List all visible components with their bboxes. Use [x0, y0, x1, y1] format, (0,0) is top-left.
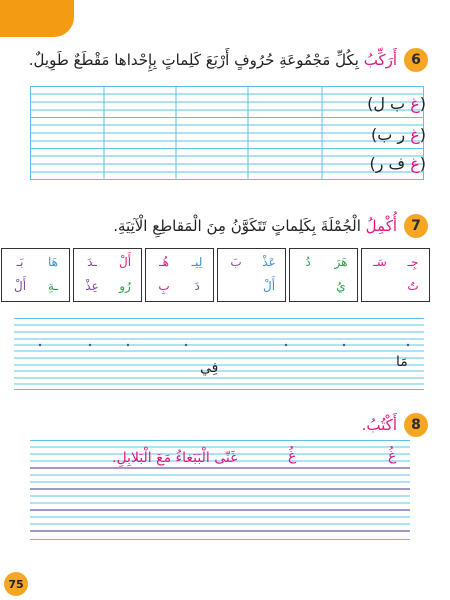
letter-set-rest: ف ر — [375, 154, 411, 173]
syllable-box — [1, 248, 70, 302]
sentence-word-ma: مَا — [396, 354, 408, 370]
syllable-box — [73, 248, 142, 302]
syllable: هَرَ — [334, 255, 348, 269]
letter-ghain: غ — [410, 125, 420, 144]
syllable: دَ — [194, 279, 200, 293]
corner-tab — [0, 0, 74, 37]
page-number: 75 — [4, 572, 28, 596]
model-sentence: غَنّى الْبَبَغاءُ مَعَ الْبَلابِلِ. — [112, 450, 238, 466]
syllable: دُ — [305, 255, 311, 269]
open-paren: ( — [419, 154, 426, 173]
syllable: لِيـ — [191, 255, 203, 269]
syllable: بِ — [158, 279, 170, 293]
open-paren: ( — [419, 94, 426, 113]
exercise-instruction — [362, 416, 397, 434]
model-letter-2: غُ — [288, 448, 297, 464]
letter-set-1 — [367, 94, 426, 113]
sentence-word-fi: فِي — [200, 360, 219, 376]
letter-ghain: غ — [410, 94, 420, 113]
instruction-verb: أُكْمِلُ — [365, 217, 397, 235]
syllable-box — [361, 248, 430, 302]
syllable: عَذْ — [262, 255, 276, 269]
letter-set-rest: ر ب — [377, 125, 411, 144]
syllable-box — [289, 248, 358, 302]
syllable: سَـ — [373, 255, 387, 269]
syllable: ـدَ — [87, 255, 97, 269]
syllable: رُو — [119, 279, 131, 293]
writing-grid-ex7 — [0, 318, 450, 390]
syllable-box — [145, 248, 214, 302]
syllable: يُ — [336, 279, 346, 293]
open-paren: ( — [419, 125, 426, 144]
syllable: تٌ — [407, 279, 419, 293]
close-paren: ) — [370, 125, 378, 144]
letter-set-3 — [369, 154, 426, 173]
instruction-text: الْجُمْلَةَ بِكَلِماتٍ تَتَكَوَّنُ مِنَ الْمَقاطِعِ الْآتِيَةِ. — [113, 217, 361, 235]
letter-set-2 — [371, 125, 426, 144]
letter-ghain: غ — [410, 154, 420, 173]
exercise-6-header — [29, 48, 428, 72]
syllable: أَلْ — [118, 255, 132, 269]
model-letter-1: غُ — [388, 448, 397, 464]
exercise-number-badge: 8 — [404, 413, 428, 437]
syllable-box — [217, 248, 286, 302]
instruction-verb: أَرَكِّبُ — [363, 51, 397, 69]
writing-grid-ex6 — [30, 86, 424, 180]
syllable: أَلْ — [262, 279, 276, 293]
syllable: أَلْ — [13, 279, 27, 293]
exercise-number-badge: 6 — [404, 48, 428, 72]
exercise-number-badge: 7 — [404, 214, 428, 238]
instruction-text: بِكُلِّ مَجْمُوعَةِ حُرُوفٍ أَرْبَعَ كَلِماتٍ بِإِحْداها مَقْطَعٌ طَوِيلٌ. — [28, 51, 359, 69]
syllable: بَ — [230, 255, 242, 269]
syllable: عِذْ — [85, 279, 99, 293]
close-paren: ) — [369, 154, 376, 173]
close-paren: ) — [367, 94, 374, 113]
letter-set-rest: ب ل — [373, 94, 411, 113]
syllable: ـةِ — [48, 279, 58, 293]
syllable: بَـ — [16, 255, 24, 269]
syllable: هُـ — [159, 255, 169, 269]
instruction-verb: أَكْتُبُ. — [361, 416, 397, 434]
exercise-7-header — [113, 214, 428, 238]
exercise-instruction — [29, 51, 397, 69]
exercise-instruction — [113, 217, 397, 235]
syllable: جِـ — [407, 255, 419, 269]
syllable: هَا — [48, 255, 58, 269]
exercise-8-header — [362, 413, 428, 437]
